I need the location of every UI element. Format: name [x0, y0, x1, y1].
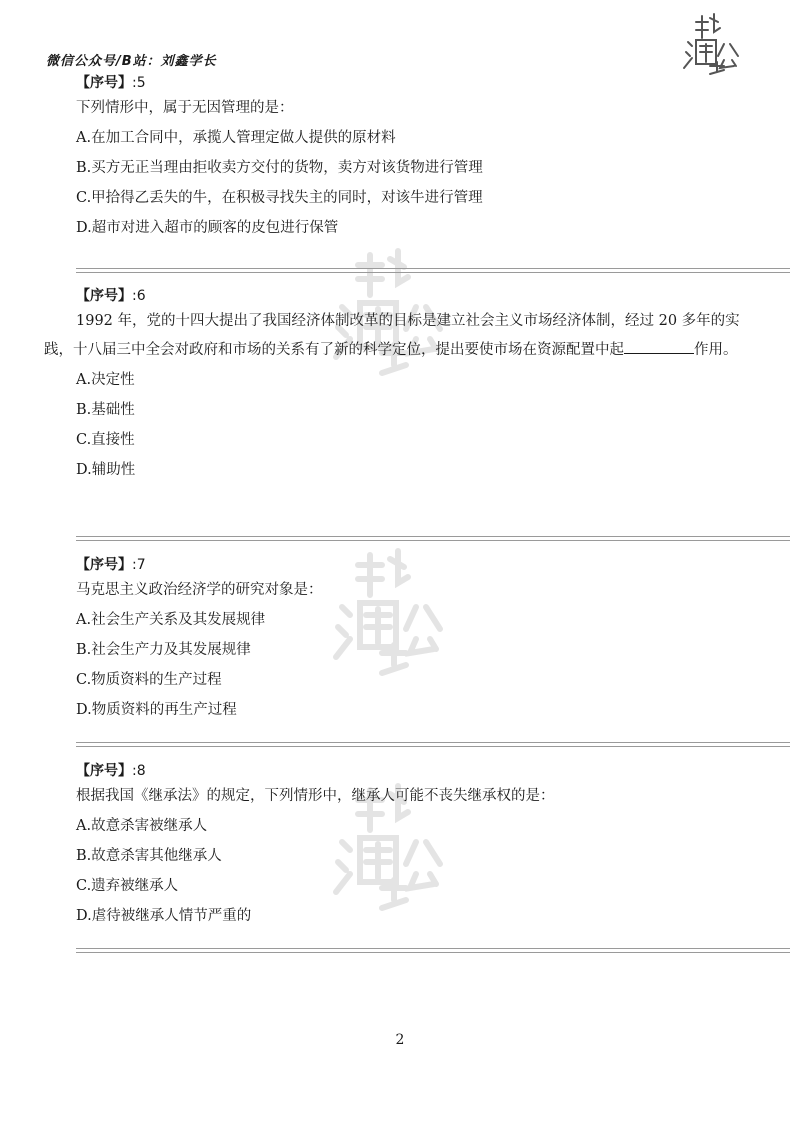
question-label-title: 【序号】 [76, 763, 132, 779]
brand-logo [680, 8, 750, 78]
option-b: B.基础性 [76, 402, 135, 418]
question-label-number: :7 [132, 557, 146, 573]
question-label-title: 【序号】 [76, 288, 132, 304]
section-divider [76, 536, 790, 541]
option-d: D.物质资料的再生产过程 [76, 702, 237, 718]
question-stem-text: 1992 年，党的十四大提出了我国经济体制改革的目标是建立社会主义市场经济体制，经过 20 多年的实践，十八届三中全会对政府和市场的关系有了新的科学定位，提出要使市场在资源配置中起 [44, 313, 740, 358]
question-block [76, 554, 716, 725]
question-stem: 根据我国《继承法》的规定，下列情形中，继承人可能不丧失继承权的是： [76, 788, 555, 804]
question-label-number: :6 [132, 288, 146, 304]
question-block [44, 285, 740, 485]
option-b: B.买方无正当理由拒收卖方交付的货物，卖方对该货物进行管理 [76, 160, 483, 176]
question-stem: 马克思主义政治经济学的研究对象是： [76, 582, 323, 598]
question-stem: 下列情形中，属于无因管理的是： [76, 100, 294, 116]
option-b: B.故意杀害其他继承人 [76, 848, 222, 864]
option-d: D.超市对进入超市的顾客的皮包进行保管 [76, 220, 339, 236]
option-c: C.甲拾得乙丢失的牛，在积极寻找失主的同时，对该牛进行管理 [76, 190, 483, 206]
option-d: D.虐待被继承人情节严重的 [76, 908, 252, 924]
section-divider [76, 948, 790, 953]
question-label-number: :8 [132, 763, 146, 779]
option-c: C.物质资料的生产过程 [76, 672, 222, 688]
section-divider [76, 268, 790, 273]
question-label [76, 72, 716, 94]
answer-blank [624, 339, 694, 354]
question-label [76, 760, 716, 782]
option-c: C.遗弃被继承人 [76, 878, 179, 894]
option-b: B.社会生产力及其发展规律 [76, 642, 251, 658]
question-label-number: :5 [132, 75, 146, 91]
question-label-title: 【序号】 [76, 557, 132, 573]
question-label [76, 285, 716, 307]
question-block [76, 760, 716, 931]
option-c: C.直接性 [76, 432, 135, 448]
question-label [76, 554, 716, 576]
option-a: A.故意杀害被继承人 [76, 818, 208, 834]
question-stem [44, 307, 764, 365]
header-note: 微信公众号/B站：刘鑫学长 [46, 54, 217, 69]
option-a: A.决定性 [76, 372, 135, 388]
option-a: A.社会生产关系及其发展规律 [76, 612, 266, 628]
page-number: 2 [395, 1032, 405, 1048]
question-block [76, 72, 716, 243]
question-stem-text-end: 作用。 [694, 342, 738, 358]
option-a: A.在加工合同中，承揽人管理定做人提供的原材料 [76, 130, 396, 146]
option-d: D.辅助性 [76, 462, 136, 478]
question-label-title: 【序号】 [76, 75, 132, 91]
section-divider [76, 742, 790, 747]
